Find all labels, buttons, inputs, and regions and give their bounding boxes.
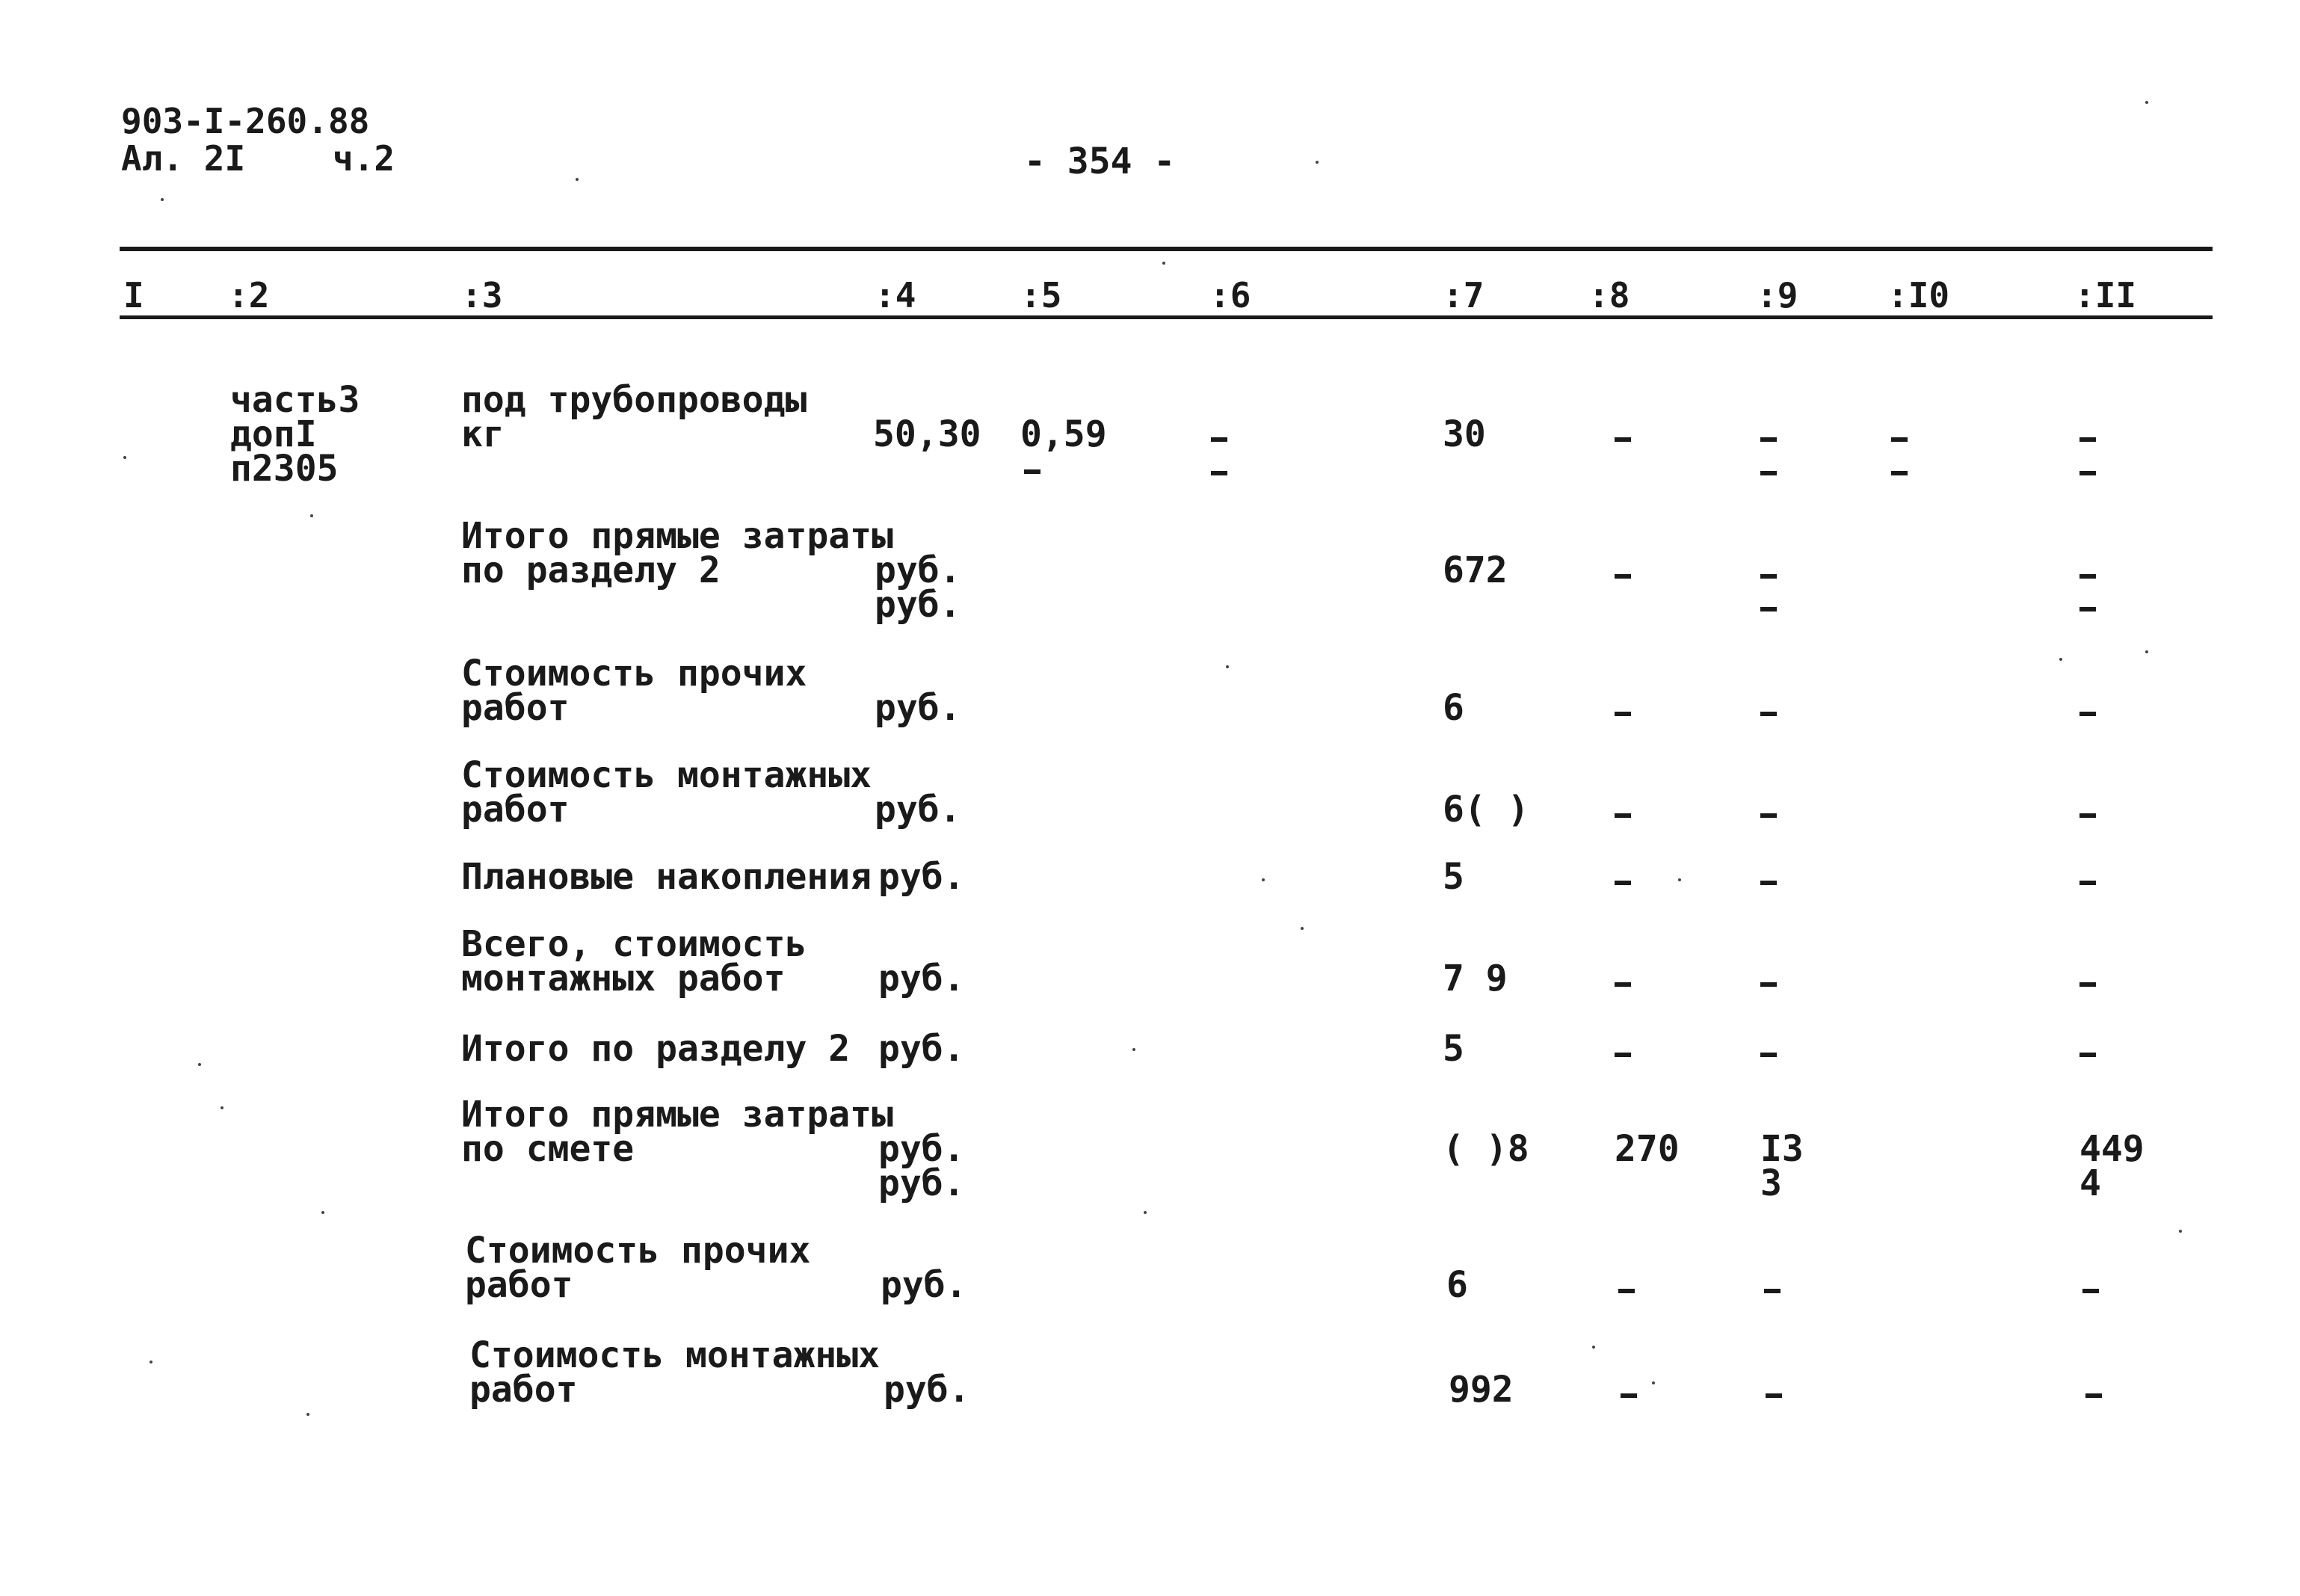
row5-col11-dash: [2079, 881, 2096, 885]
row1-col9-dash-a: [1760, 437, 1777, 442]
row8-col9-line2: 3: [1760, 1162, 1782, 1204]
scan-speck: [1678, 878, 1681, 881]
row3-desc-line1: Стоимость прочих: [461, 653, 807, 694]
row8-desc: [461, 1094, 893, 1170]
row9-desc-line1: Стоимость прочих: [465, 1230, 811, 1272]
scan-speck: [306, 1413, 309, 1416]
row1-code-line2: допI: [230, 413, 317, 455]
scan-speck: [321, 1211, 324, 1214]
row1-desc: [461, 379, 807, 455]
row8-col11-line1: 449: [2079, 1128, 2145, 1170]
row10-desc-line2: работ: [469, 1369, 578, 1411]
col-header-1: I: [123, 275, 144, 315]
scan-speck: [1592, 1346, 1595, 1349]
col-header-11: :II: [2074, 275, 2137, 315]
row6-col7: 7 9: [1443, 958, 1508, 999]
row9-unit: руб.: [881, 1264, 967, 1306]
scan-speck: [310, 514, 313, 517]
row9-desc-line2: работ: [465, 1264, 573, 1306]
row2-desc: [461, 515, 893, 591]
row1-desc-line1: под трубопроводы: [461, 379, 807, 421]
scan-speck: [149, 1361, 152, 1364]
row4-col11-dash: [2079, 813, 2096, 818]
row9-col8-dash: [1618, 1289, 1635, 1293]
scan-speck: [198, 1063, 201, 1066]
col-header-10: :I0: [1887, 275, 1950, 315]
row1-code-line1: часть3: [230, 379, 360, 421]
row7-col11-dash: [2079, 1053, 2096, 1057]
row6-desc: [461, 923, 807, 999]
header-bottom-rule: [120, 315, 2213, 319]
row10-desc-line1: Стоимость монтажных: [469, 1334, 881, 1376]
row8-unit-line1: руб.: [878, 1128, 965, 1170]
col-header-3: :3: [461, 275, 503, 315]
row2-unit: [875, 549, 961, 626]
row8-unit: [878, 1128, 965, 1204]
col-header-9: :9: [1757, 275, 1798, 315]
scan-speck: [2145, 101, 2148, 104]
row8-col8: 270: [1615, 1128, 1680, 1170]
row4-desc-line1: Стоимость монтажных: [461, 754, 872, 796]
row3-col11-dash: [2079, 712, 2096, 716]
row8-desc-line1: Итого прямые затраты: [461, 1094, 893, 1136]
row3-col7: 6: [1443, 687, 1464, 729]
row5-col7: 5: [1443, 856, 1464, 898]
scan-speck: [1226, 665, 1229, 668]
row10-col9-dash: [1766, 1393, 1782, 1398]
row1-col11-dash-b: [2079, 471, 2096, 475]
row5-desc: Плановые накопления: [461, 856, 872, 898]
row5-col8-dash: [1615, 881, 1631, 885]
row9-desc: [465, 1230, 811, 1306]
row6-desc-line2: монтажных работ: [461, 958, 786, 999]
row8-col9: [1760, 1128, 1804, 1204]
row2-desc-line1: Итого прямые затраты: [461, 515, 893, 557]
row2-col8-dash: [1615, 574, 1631, 579]
scan-speck: [1301, 927, 1304, 930]
col-header-6: :6: [1209, 275, 1251, 315]
scan-speck: [123, 456, 126, 459]
scan-speck: [2145, 650, 2148, 653]
row8-desc-line2: по смете: [461, 1128, 635, 1170]
row6-col9-dash: [1760, 982, 1777, 987]
col-header-8: :8: [1588, 275, 1630, 315]
row1-col6-dash-b: [1211, 471, 1227, 475]
row7-col8-dash: [1615, 1053, 1631, 1057]
row8-col11: [2079, 1128, 2145, 1204]
row4-col8-dash: [1615, 813, 1631, 818]
row2-unit-line1: руб.: [875, 549, 961, 591]
row6-unit: руб.: [878, 958, 965, 999]
row2-col7: 672: [1443, 549, 1508, 591]
row6-desc-line1: Всего, стоимость: [461, 923, 807, 965]
row5-col9-dash: [1760, 881, 1777, 885]
row9-col9-dash: [1764, 1289, 1781, 1293]
row7-col9-dash: [1760, 1053, 1777, 1057]
row3-desc-line2: работ: [461, 687, 570, 729]
row1-desc-line2: кг: [461, 413, 505, 455]
row10-desc: [469, 1334, 881, 1411]
row1-col7: 30: [1443, 413, 1486, 455]
scan-speck: [221, 1106, 223, 1109]
row1-col9-dash-b: [1760, 471, 1777, 475]
row8-unit-line2: руб.: [878, 1162, 965, 1204]
row4-col9-dash: [1760, 813, 1777, 818]
row9-col7: 6: [1446, 1264, 1468, 1306]
row4-unit: руб.: [875, 789, 961, 831]
row1-code-line3: п2305: [230, 448, 339, 490]
row7-unit: руб.: [878, 1028, 965, 1070]
col-header-7: :7: [1443, 275, 1484, 315]
row3-desc: [461, 653, 807, 729]
row6-col8-dash: [1615, 982, 1631, 987]
row4-desc-line2: работ: [461, 789, 570, 831]
row1-code: [230, 379, 360, 490]
row3-unit: руб.: [875, 687, 961, 729]
row2-unit-line2: руб.: [875, 584, 961, 626]
row3-col8-dash: [1615, 712, 1631, 716]
row4-col7: 6( ): [1443, 789, 1529, 831]
row7-col7: 5: [1443, 1028, 1464, 1070]
row8-col11-line2: 4: [2079, 1162, 2101, 1204]
page-number: - 354 -: [1024, 141, 1176, 182]
row8-col9-line1: I3: [1760, 1128, 1804, 1170]
row2-col11-dash-a: [2079, 574, 2096, 579]
scan-speck: [1652, 1381, 1655, 1384]
row10-col7: 992: [1449, 1369, 1514, 1411]
row5-unit: руб.: [878, 856, 965, 898]
row10-unit: руб.: [884, 1369, 970, 1411]
row2-col9-dash-b: [1760, 607, 1777, 611]
row10-col11-dash: [2085, 1393, 2102, 1398]
row1-col10-dash-a: [1891, 437, 1908, 442]
scan-speck: [161, 198, 164, 201]
row6-col11-dash: [2079, 982, 2096, 987]
row1-col5: 0,59: [1020, 413, 1107, 455]
scan-speck: [2179, 1230, 2182, 1233]
row10-col8-dash: [1621, 1393, 1637, 1398]
row2-col9-dash-a: [1760, 574, 1777, 579]
scan-speck: [1132, 1048, 1135, 1051]
row9-col11-dash: [2082, 1289, 2099, 1293]
part-number: ч.2: [333, 138, 395, 179]
scan-speck: [1316, 161, 1319, 164]
row1-col10-dash-b: [1891, 471, 1908, 475]
col-header-5: :5: [1020, 275, 1062, 315]
row1-col5-dash: [1024, 469, 1040, 474]
scan-speck: [1262, 878, 1265, 881]
row7-desc: Итого по разделу 2: [461, 1028, 851, 1070]
row1-col8-dash: [1615, 437, 1631, 442]
scan-speck: [576, 178, 579, 181]
row1-col6-dash-a: [1211, 437, 1227, 442]
scan-speck: [2059, 658, 2062, 661]
row2-desc-line2: по разделу 2: [461, 549, 721, 591]
sheet-number: Ал. 2I: [121, 138, 246, 179]
top-rule: [120, 247, 2213, 251]
document-code: 903-I-260.88: [121, 101, 370, 141]
row1-col11-dash-a: [2079, 437, 2096, 442]
scan-speck: [1144, 1211, 1147, 1214]
row4-desc: [461, 754, 872, 831]
row8-col7: ( )8: [1443, 1128, 1529, 1170]
row1-col4: 50,30: [873, 413, 981, 455]
col-header-4: :4: [875, 275, 916, 315]
scan-speck: [1162, 262, 1165, 265]
col-header-2: :2: [228, 275, 270, 315]
row2-col11-dash-b: [2079, 607, 2096, 611]
row3-col9-dash: [1760, 712, 1777, 716]
